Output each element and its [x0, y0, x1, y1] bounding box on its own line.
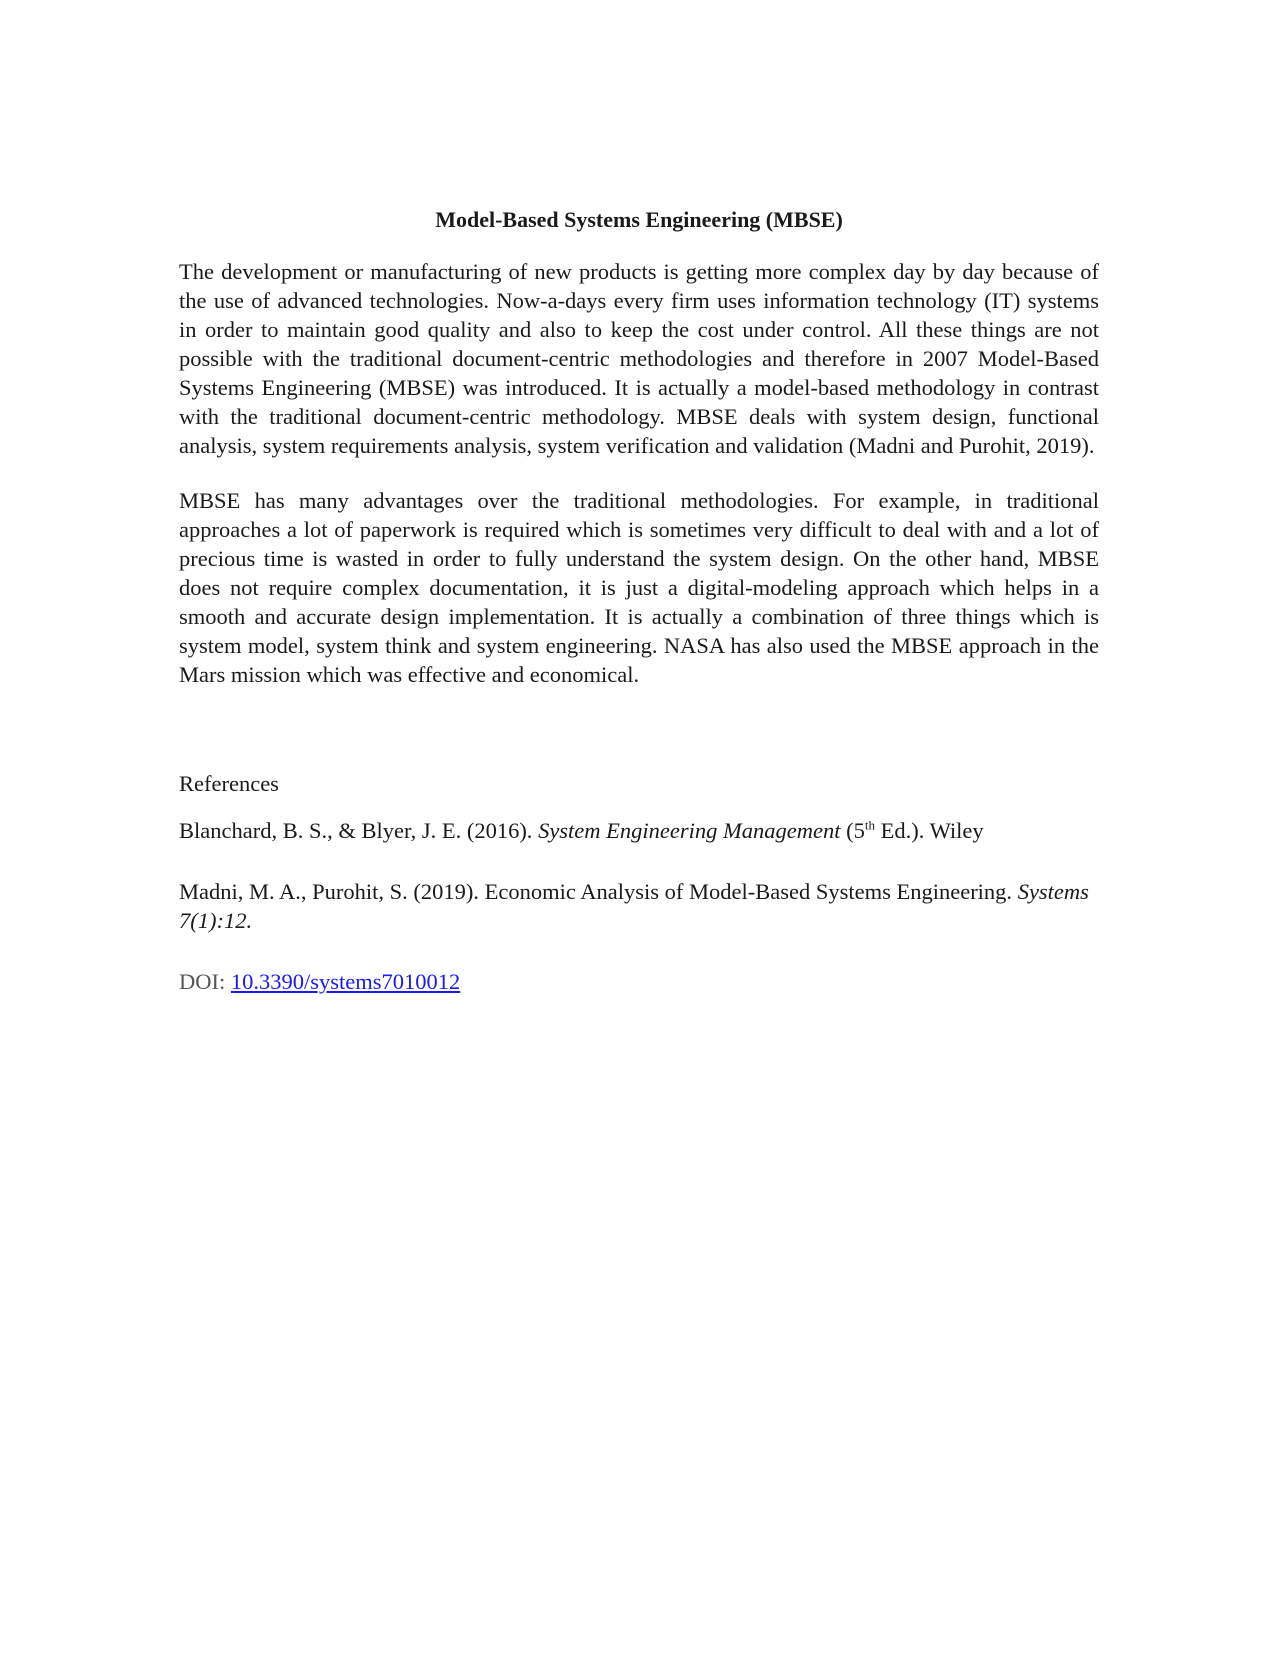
doi-label: DOI: — [179, 969, 231, 994]
paragraph-intro: The development or manufacturing of new products is getting more complex day by day because of the use of advanced technologies. Now-a-days every firm uses information technology (IT) systems in order to maintain good quality and also to keep the cost under control. All these things are not possible with the traditional document-centric methodologies and therefore in 2007 Model-Based Systems Engineering (MBSE) was introduced. It is actually a model-based methodology in contrast with the traditional document-centric methodology. MBSE deals with system design, functional analysis, system requirements analysis, system verification and validation (Madni and Purohit, 2019). — [179, 259, 1099, 458]
reference-blanchard-edition-open: (5 — [840, 818, 865, 843]
reference-blanchard-title: System Engineering Management — [538, 818, 841, 843]
reference-madni — [179, 877, 1099, 935]
doi-line — [179, 967, 1099, 996]
doi-link[interactable]: 10.3390/systems7010012 — [230, 969, 461, 994]
paragraph-advantages: MBSE has many advantages over the traditional methodologies. For example, in traditional approaches a lot of paperwork is required which is sometimes very difficult to deal with and a lot of precious time is wasted in order to fully understand the system design. On the other hand, MBSE does not require complex documentation, it is just a digital-modeling approach which helps in a smooth and accurate design implementation. It is actually a combination of three things which is system model, system think and system engineering. NASA has also used the MBSE approach in the Mars mission which was effective and economical. — [179, 488, 1099, 687]
reference-blanchard-edition-sup: th — [864, 817, 875, 833]
reference-madni-journal: Systems 7(1):12. — [179, 879, 1089, 933]
document-title: Model-Based Systems Engineering (MBSE) — [435, 207, 843, 232]
reference-blanchard — [179, 816, 1099, 845]
document-content — [179, 205, 1099, 996]
reference-madni-text: Madni, M. A., Purohit, S. (2019). Economic Analysis of Model-Based Systems Engineering. — [179, 879, 1018, 904]
reference-blanchard-edition-close: Ed.). Wiley — [874, 818, 984, 843]
reference-blanchard-authors: Blanchard, B. S., & Blyer, J. E. (2016). — [179, 818, 539, 843]
references-heading: References — [179, 771, 279, 796]
